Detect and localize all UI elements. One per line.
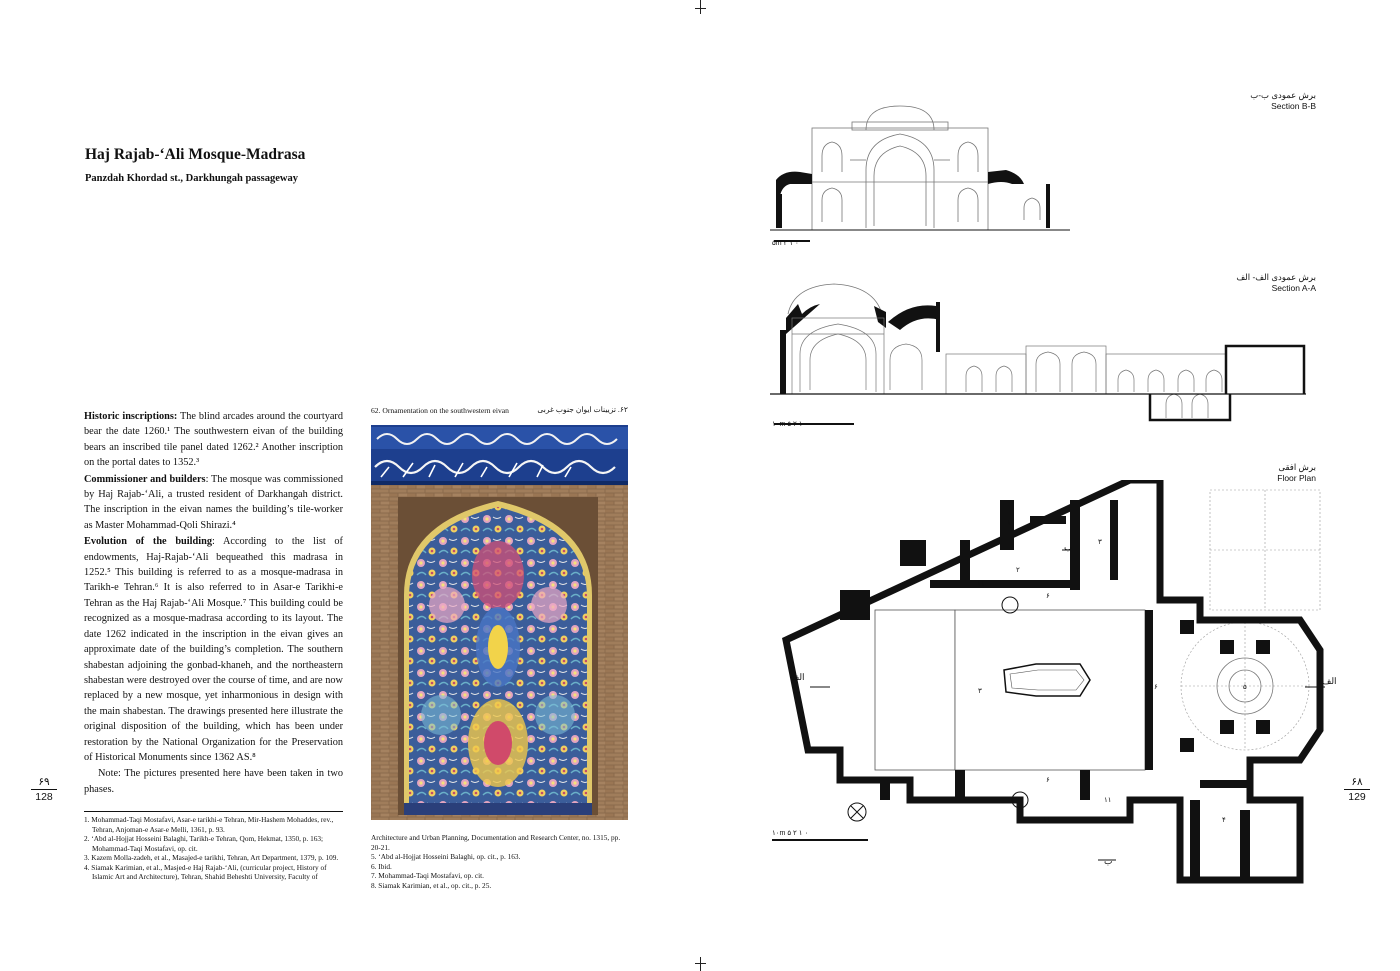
plan-room-number: ۶: [1046, 777, 1050, 784]
plan-room-number: ۱۱: [1043, 817, 1051, 824]
paragraph-inscriptions: [84, 409, 343, 471]
footnotes-column-2: [371, 833, 628, 890]
crop-mark: [695, 8, 706, 9]
floor-plan-drawing: [780, 480, 1340, 890]
crop-mark: [700, 0, 701, 14]
paragraph-text: Note: The pictures presented here have been taken in two phases.: [84, 768, 343, 795]
plan-mark-be-top: ب: [1064, 542, 1073, 552]
scale-bar-bb: ۰ ۱ ۲ ۵m: [772, 240, 799, 247]
footnote: 4. Siamak Karimian, et al., Masjed-e Haj Rajab-‘Ali, (curricular project, History of Islamic Art and Architecture), Tehran, Shahid Beheshti University, Faculty of: [84, 862, 327, 881]
section-aa-label-en: Section A-A: [1271, 283, 1316, 293]
section-bb-label-fa: برش عمودی ب-ب: [1250, 90, 1316, 100]
plan-room-number: ۱۱: [977, 581, 985, 588]
tile-panel-photo: [371, 425, 628, 820]
footnote: 3. Kazem Molla-zadeh, et al., Masajed-e tarikhi, Tehran, Art Department, 1379, p. 109.: [84, 853, 339, 862]
floor-plan-label-en: Floor Plan: [1277, 473, 1316, 483]
page-number-ar: ۶۸: [1344, 776, 1370, 790]
plan-room-number: ۶: [1046, 593, 1050, 600]
photo-caption-en: 62. Ornamentation on the southwestern eivan: [371, 406, 509, 415]
plan-room-number: ۵: [1243, 684, 1247, 691]
section-aa-drawing: [770, 280, 1315, 428]
plan-room-number: ۱: [1007, 520, 1011, 527]
crop-mark: [700, 957, 701, 971]
photo-caption-fa: ۶۲. تزیینات ایوان جنوب غربی: [537, 405, 628, 414]
footnote: 1. Mohammad-Taqi Mostafavi, Asar-e tarikhi-e Tehran, Mir-Hashem Mohaddes, rev., Tehran, Anjoman-e Asar-e Melli, 1361, p. 93.: [84, 815, 334, 834]
plan-room-number: ۱۱: [1104, 797, 1112, 804]
plan-mark-alef-left: الف: [790, 672, 805, 682]
section-bb-label: [1170, 90, 1316, 112]
plan-room-number: ۶: [1154, 684, 1158, 691]
paragraph-heading: Commissioner and builders: [84, 473, 206, 485]
plan-room-number: ۳: [978, 688, 982, 695]
footnote: 5. ‘Abd al-Hojjat Hosseini Balaghi, op. cit., p. 163.: [371, 852, 521, 861]
paragraph-text: : The mosque was commissioned by Haj Rajab-‘Ali, a trusted resident of Darkhangah district. The inscription in the eivan names the building’s tile-worker as Master Mohammad-Qoli Shirazi.⁴: [84, 473, 343, 531]
plan-mark-be-bottom: ب: [1104, 856, 1113, 866]
paragraph-heading: Historic inscriptions:: [84, 411, 178, 422]
page-number-ar: ۶۹: [31, 776, 57, 790]
paragraph-note: [84, 766, 343, 797]
plan-room-number: ۴: [1222, 817, 1226, 824]
scale-bar-aa: ۰ ۱ ۲ ۵ ۱۰m: [772, 421, 809, 428]
plan-mark-alef-right: الف: [1322, 676, 1337, 686]
page-number-en: 129: [1348, 791, 1366, 803]
page-subtitle: Panzdah Khordad st., Darkhungah passageway: [85, 173, 298, 184]
section-bb-drawing: [770, 100, 1080, 250]
paragraph-text: The blind arcades around the courtyard bear the date 1260.¹ The southwestern eivan of the building bears an inscribed tile panel dated 1262.² Another inscription on the portal dates to 1352.³: [84, 411, 343, 469]
paragraph-heading: Evolution of the building: [84, 536, 212, 548]
section-bb-label-en: Section B-B: [1271, 101, 1316, 111]
page-number-left: [31, 776, 57, 803]
page-number-right: [1344, 776, 1370, 803]
footnote: Architecture and Urban Planning, Documentation and Research Center, no. 1315, pp. 20-21.: [371, 833, 621, 852]
page-title: Haj Rajab-‘Ali Mosque-Madrasa: [85, 146, 306, 163]
footnote: 7. Mohammad-Taqi Mostafavi, op. cit.: [371, 871, 484, 880]
paragraph-evolution: [84, 534, 343, 765]
scale-bar-plan-line: [772, 839, 868, 841]
footnote: 8. Siamak Karimian, et al., op. cit., p. 25.: [371, 880, 492, 890]
plan-room-number: ۳: [1098, 539, 1102, 546]
crop-mark: [695, 963, 706, 964]
footnote-rule: [84, 811, 343, 812]
section-aa-label-fa: برش عمودی الف- الف: [1236, 272, 1316, 282]
footnote: 6. Ibid.: [371, 861, 392, 871]
paragraph-text: : According to the list of endowments, Haj-Rajab-‘Ali bequeathed this madrasa in 1252.⁵ This building is referred to as a mosque-madrasa in Tarikh-e Tehran.⁶ It is also referred to in Asar-e Tarikhi-e Tehran as the Haj Rajab-‘Ali Mosque.⁷ This building could be recognized as a mosque-madrasa according to its layout. The date 1262 indicated in the inscription in the eivan gives an approximate date of the building’s completion. The southern shabestan adjoining the gonbad-khaneh, and the northeastern shabestan were destroyed over the course of time, and are now replaced by a new mosque, yet inharmonious in design with the main shabestan. The drawings presented here illustrate the original disposition of the building, which has been under restoration by the National Organization for the Preservation of Historical Monuments since 1362 AS.⁸: [84, 536, 343, 763]
floor-plan-label-fa: برش افقی: [1278, 462, 1316, 472]
paragraph-commissioner: [84, 472, 343, 534]
footnotes-column-1: [84, 815, 344, 882]
body-text: [84, 409, 343, 797]
scale-bar-plan: ۰ ۱ ۲ ۵ ۱۰m: [772, 830, 809, 837]
page-number-en: 128: [35, 791, 53, 803]
plan-room-number: ۲: [1016, 567, 1020, 574]
footnote: 2. ‘Abd al-Hojjat Hosseini Balaghi, Tarikh-e Tehran, Qom, Hekmat, 1350, p. 163; Mohammad-Taqi Mostafavi, op. cit.: [84, 834, 324, 853]
